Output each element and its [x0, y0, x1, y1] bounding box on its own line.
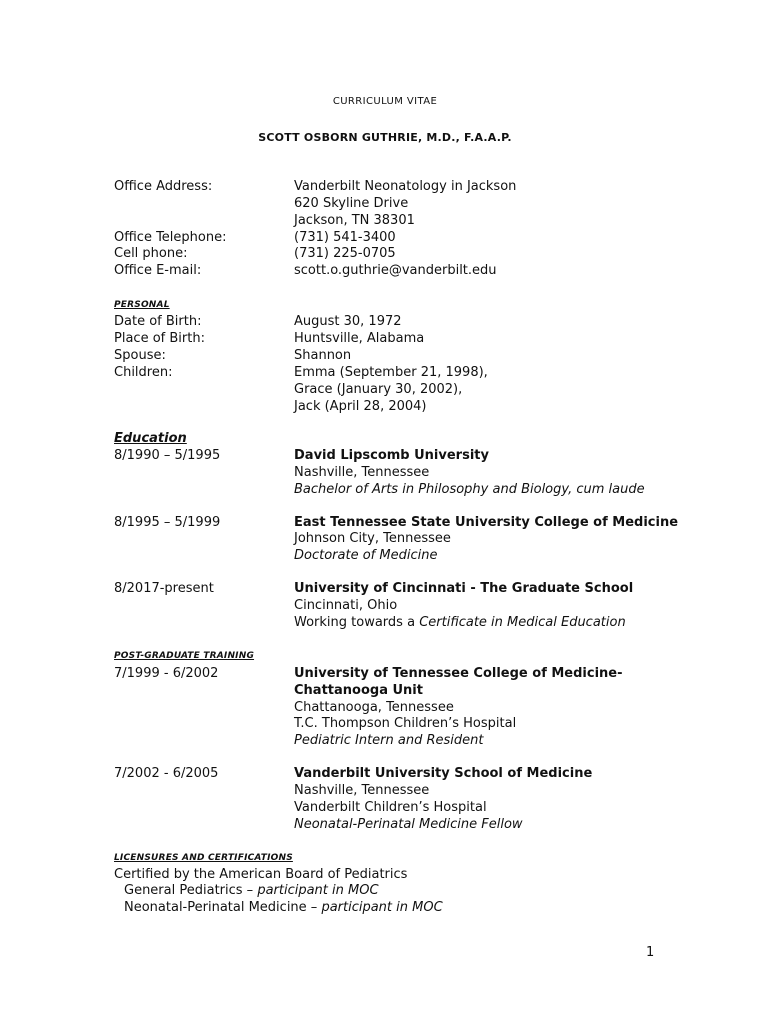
- document-title: CURRICULUM VITAE: [332, 96, 438, 107]
- education-entry-3-location-row: [114, 597, 674, 614]
- training-institution-2: Vanderbilt University School of Medicine: [294, 766, 593, 781]
- education-location-2: Johnson City, Tennessee: [294, 531, 451, 546]
- training-entry-2: [114, 765, 674, 782]
- education-entry-2-location-row: [114, 530, 674, 547]
- certification-item-2-name: Neonatal-Perinatal Medicine –: [124, 900, 322, 915]
- education-dates-3: 8/2017-present: [114, 581, 214, 596]
- spouse-label: Spouse:: [114, 348, 166, 363]
- office-telephone-row: [114, 229, 674, 246]
- training-entry-1-line-2-row: [114, 682, 674, 699]
- training-dates-1: 7/1999 - 6/2002: [114, 666, 219, 681]
- training-institution-1-line-1: University of Tennessee College of Medicine-: [294, 666, 623, 681]
- pob-label: Place of Birth:: [114, 331, 205, 346]
- candidate-name: SCOTT OSBORN GUTHRIE, M.D., F.A.A.P.: [258, 131, 512, 144]
- training-institution-1-line-2: Chattanooga Unit: [294, 683, 423, 698]
- children-label: Children:: [114, 365, 173, 380]
- training-location-2: Nashville, Tennessee: [294, 783, 430, 798]
- education-entry-2: [114, 514, 679, 531]
- certification-item-1-status: participant in MOC: [257, 883, 379, 898]
- cell-phone-row: [114, 245, 674, 262]
- training-heading: POST-GRADUATE TRAINING: [114, 651, 255, 661]
- training-entry-2-role-row: [114, 816, 674, 833]
- office-telephone-label: Office Telephone:: [114, 230, 227, 245]
- education-degree-3-prefix: Working towards a: [294, 615, 420, 630]
- office-address-label: Office Address:: [114, 179, 213, 194]
- education-institution-3: University of Cincinnati - The Graduate School: [294, 581, 634, 596]
- board-certification: Certified by the American Board of Pediatrics: [114, 867, 408, 882]
- office-address-line-2: 620 Skyline Drive: [294, 196, 409, 211]
- certification-item-2: [124, 899, 443, 916]
- education-dates-2: 8/1995 – 5/1999: [114, 515, 221, 530]
- pob-row: [114, 330, 674, 347]
- education-location-1: Nashville, Tennessee: [294, 465, 430, 480]
- child-2: Grace (January 30, 2002),: [294, 382, 463, 397]
- education-institution-2: East Tennessee State University College of Medicine: [294, 515, 679, 530]
- cell-phone-label: Cell phone:: [114, 246, 188, 261]
- children-row-3: [114, 398, 674, 415]
- education-degree-3: [294, 614, 626, 631]
- education-entry-1: [114, 447, 674, 464]
- children-row: [114, 364, 674, 381]
- training-entry-2-location-row: [114, 782, 674, 799]
- child-3: Jack (April 28, 2004): [294, 399, 427, 414]
- pob-value: Huntsville, Alabama: [294, 331, 425, 346]
- education-heading: Education: [114, 431, 187, 446]
- training-location-1: Chattanooga, Tennessee: [294, 700, 454, 715]
- child-1: Emma (September 21, 1998),: [294, 365, 488, 380]
- education-entry-2-degree-row: [114, 547, 674, 564]
- children-row-2: [114, 381, 674, 398]
- spouse-value: Shannon: [294, 348, 352, 363]
- certification-item-2-status: participant in MOC: [321, 900, 443, 915]
- office-email-label: Office E-mail:: [114, 263, 202, 278]
- education-location-3: Cincinnati, Ohio: [294, 598, 398, 613]
- dob-value: August 30, 1972: [294, 314, 402, 329]
- training-role-2: Neonatal-Perinatal Medicine Fellow: [294, 817, 523, 832]
- certification-item-1: [124, 882, 379, 899]
- training-entry-1-role-row: [114, 732, 674, 749]
- page-number: 1: [646, 945, 655, 960]
- dob-label: Date of Birth:: [114, 314, 202, 329]
- education-degree-2: Doctorate of Medicine: [294, 548, 438, 563]
- certification-item-1-name: General Pediatrics –: [124, 883, 258, 898]
- office-address-row-3: [114, 212, 674, 229]
- personal-heading: PERSONAL: [114, 300, 170, 310]
- education-institution-1: David Lipscomb University: [294, 448, 489, 463]
- education-dates-1: 8/1990 – 5/1995: [114, 448, 221, 463]
- spouse-row: [114, 347, 674, 364]
- education-entry-1-location-row: [114, 464, 674, 481]
- education-degree-1: Bachelor of Arts in Philosophy and Biology, cum laude: [294, 482, 645, 497]
- dob-row: [114, 313, 674, 330]
- education-degree-3-title: Certificate in Medical Education: [419, 615, 626, 630]
- cell-phone-value: (731) 225-0705: [294, 246, 396, 261]
- training-entry-2-hospital-row: [114, 799, 674, 816]
- training-hospital-2: Vanderbilt Children’s Hospital: [294, 800, 487, 815]
- office-telephone-value: (731) 541-3400: [294, 230, 396, 245]
- training-entry-1-hospital-row: [114, 715, 674, 732]
- training-entry-1: [114, 665, 674, 682]
- training-role-1: Pediatric Intern and Resident: [294, 733, 484, 748]
- office-email-row: [114, 262, 674, 279]
- office-address-row-2: [114, 195, 674, 212]
- training-hospital-1: T.C. Thompson Children’s Hospital: [294, 716, 517, 731]
- office-address-line-1: Vanderbilt Neonatology in Jackson: [294, 179, 517, 194]
- training-dates-2: 7/2002 - 6/2005: [114, 766, 219, 781]
- office-address-line-3: Jackson, TN 38301: [294, 213, 415, 228]
- office-email-value[interactable]: scott.o.guthrie@vanderbilt.edu: [294, 263, 497, 278]
- licensures-heading: LICENSURES AND CERTIFICATIONS: [114, 853, 293, 863]
- education-entry-3: [114, 580, 674, 597]
- office-address-row: [114, 178, 674, 195]
- education-entry-1-degree-row: [114, 481, 674, 498]
- education-entry-3-degree-row: [114, 614, 674, 631]
- training-entry-1-location-row: [114, 699, 674, 716]
